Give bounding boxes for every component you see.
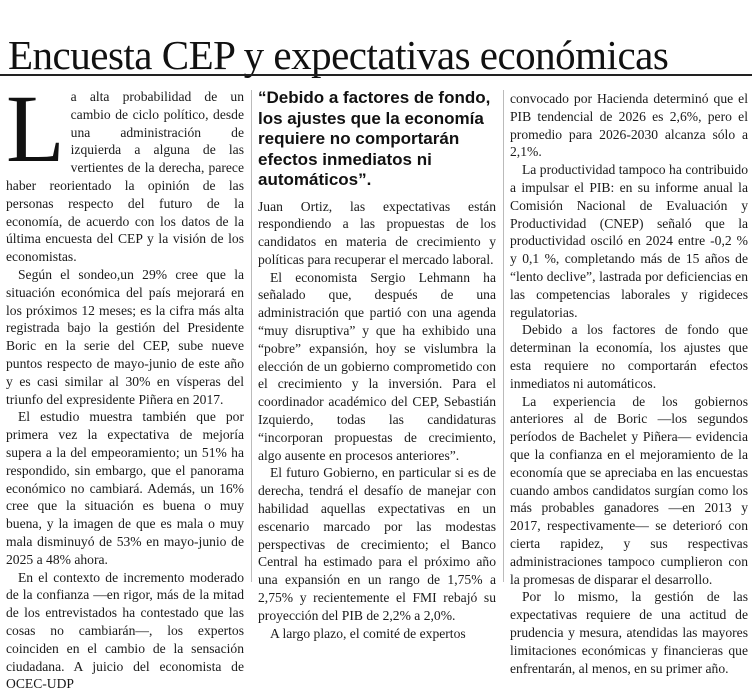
paragraph: Por lo mismo, la gestión de las expectativas requiere de una actitud de prudencia y mesura, atendidas las mayores limitaciones económicas y financieras que enfrentarán, al menos, en su primer año.: [510, 589, 748, 676]
paragraph: convocado por Hacienda determinó que el PIB tendencial de 2026 es 2,6%, pero el promedio para 2026-2030 alcanza sólo a 2,1%.: [510, 91, 748, 160]
paragraph: La productividad tampoco ha contribuido a impulsar el PIB: en su informe anual la Comisión Nacional de Evaluación y Productividad (CNEP) señaló que la productividad osciló en 2024 entre -0,2 % y 0,1 %, completando más de 15 años de “lento declive”, lastrada por deficiencias en las competencias laborales y rigideces regulatorias.: [510, 162, 748, 320]
paragraph: El economista Sergio Lehmann ha señalado que, después de una administración que partió con una agenda “muy disruptiva” y que ha exhibido una “pobre” expansión, hoy se vislumbra la elección de un gobierno comprometido con el crecimiento y la inversión. Para el coordinador académico del CEP, Sebastián Izquierdo, todas las candidaturas “incorporan propuestas de crecimiento, algo ausente en procesos anteriores”.: [258, 269, 496, 463]
column-divider: [251, 90, 252, 582]
paragraph: Según el sondeo,un 29% cree que la situación económica del país mejorará en los próximos 12 meses; es la cifra más alta registrada bajo la gestión del Presidente Boric en la serie del CEP, sube nueve puntos respecto de mayo-junio de este año y es casi similar al 30% en vísperas del triunfo del expresidente Piñera en 2017.: [6, 266, 244, 407]
column-divider: [503, 90, 504, 582]
column-1: [6, 75, 244, 692]
paragraph: a alta probabilidad de un cambio de ciclo político, desde una administración de izquierda a alguna de las vertientes de la derecha, parece haber reorientado la opinión de las personas respecto del futuro de la economía, de acuerdo con los datos de la última encuesta del CEP y la visión de los economistas.: [6, 89, 244, 265]
paragraph: A largo plazo, el comité de expertos: [270, 625, 466, 641]
paragraph: El estudio muestra también que por primera vez la expectativa de mejoría supera a la del empeoramiento; un 51% ha respondido, sin embargo, que el panorama económico no cambiará. Además, un 16% cree que la situación es buena o muy buena, y la imagen de que es mala o muy mala disminuyó de 53% en mayo-junio de 2025 a 48% ahora.: [6, 409, 244, 567]
column-3: [510, 90, 748, 676]
paragraph: Debido a los factores de fondo que determinan la economía, los ajustes que esta requiere no comportarán efectos inmediatos ni automáticos.: [510, 322, 748, 391]
pull-quote: “Debido a factores de fondo, los ajustes que la economía requiere no comportarán efectos inmediatos ni automáticos”.: [258, 88, 491, 189]
column-2: [258, 88, 496, 641]
paragraph: Juan Ortiz, las expectativas están respondiendo a las propuestas de los candidatos en materia de crecimiento y políticas para recuperar el mercado laboral.: [258, 198, 496, 267]
page-title: Encuesta CEP y expectativas económicas: [8, 32, 669, 79]
paragraph: La experiencia de los gobiernos anteriores al de Boric —los segundos períodos de Bachelet y Piñera— evidencia que la confianza en el mejoramiento de la economía que se apreciaba en las encuestas cuando ambos candidatos surgían como los más probables ganadores —en 2013 y 2017, respectivamente— se deterioró con cierta rapidez, y sus respectivas administraciones tampoco cumplieron con la promesas de disparar el desarrollo.: [510, 393, 748, 587]
paragraph: El futuro Gobierno, en particular si es de derecha, tendrá el desafío de manejar con habilidad aquellas expectativas en un escenario marcado por las modestas perspectivas de crecimiento; el Banco Central ha estimado para el próximo año una expansión en un rango de 1,75% a 2,75% y recientemente el FMI rebajó su proyección del PIB de 2,2% a 2,0%.: [258, 465, 496, 623]
paragraph: En el contexto de incremento moderado de la confianza —en rigor, más de la mitad de los entrevistados ha contestado que las cosas no cambiarán—, los expertos coinciden en el cambio de la sensación ciudadana. A juicio del economista de OCEC-UDP: [6, 569, 244, 692]
drop-cap: L: [6, 75, 65, 182]
headline-rule: [0, 74, 752, 76]
